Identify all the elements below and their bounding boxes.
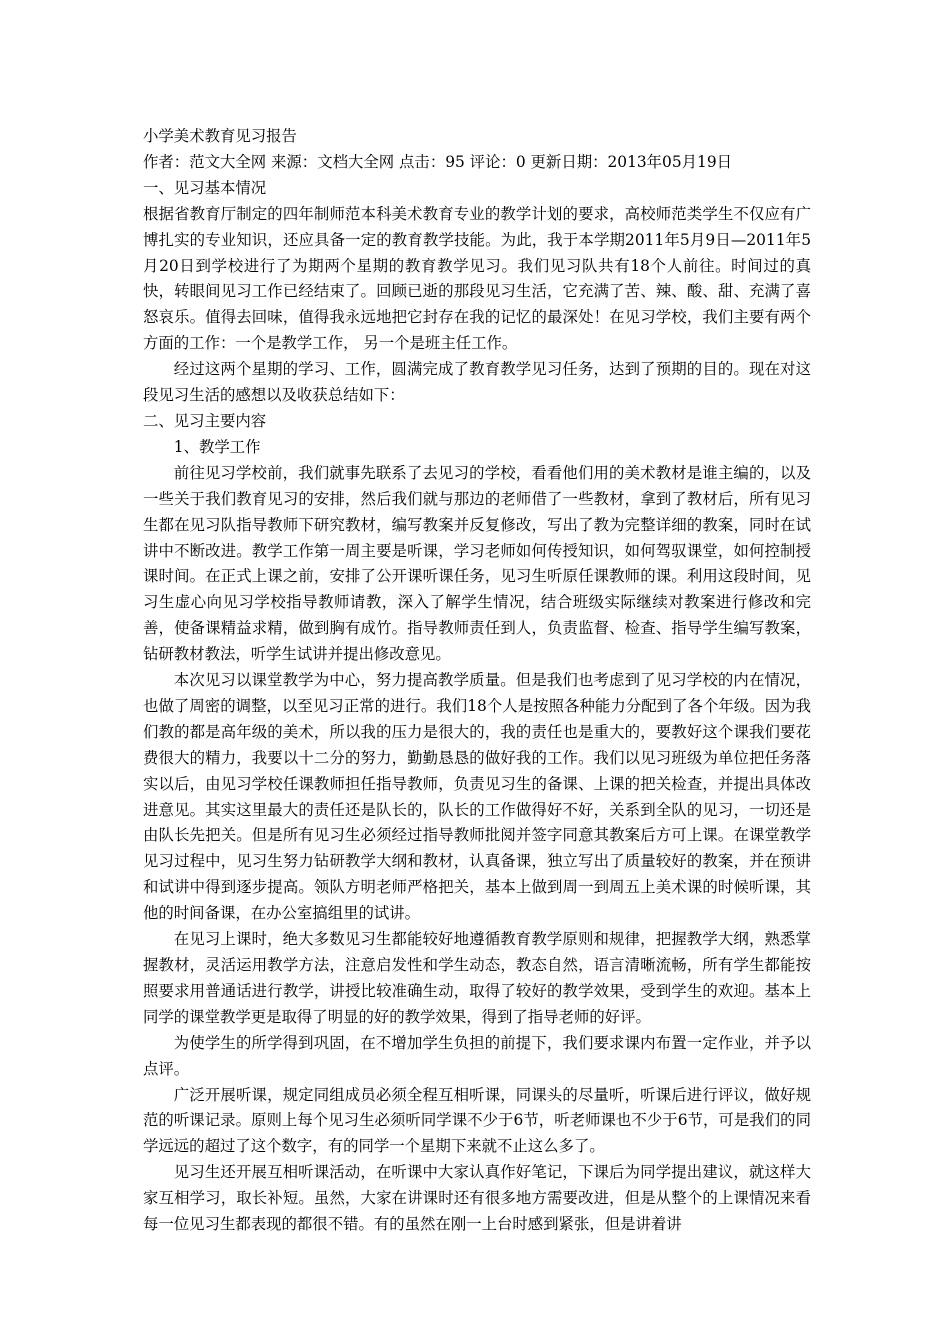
- document-body: [143, 124, 811, 1238]
- paragraph-intro: 根据省教育厅制定的四年制师范本科美术教育专业的教学计划的要求，高校师范类学生不仅应有广博扎实的专业知识，还应具备一定的教育教学技能。为此，我于本学期2011年5月9日—2011年5月20日到学校进行了为期两个星期的教育教学见习。我们见习队共有18个人前往。时间过的真快，转眼间见习工作已经结束了。回顾已逝的那段见习生活，它充满了苦、辣、酸、甜、充满了喜怒哀乐。值得去回味，值得我永远地把它封存在我的记忆的最深处！在见习学校，我们主要有两个方面的工作：一个是教学工作， 另一个是班主任工作。: [143, 204, 811, 353]
- paragraph-summary: 经过这两个星期的学习、工作，圆满完成了教育教学见习任务，达到了预期的目的。现在对这段见习生活的感想以及收获总结如下：: [143, 360, 811, 405]
- section-heading-main-content: 二、见习主要内容: [143, 411, 267, 430]
- paragraph-peer-review: 见习生还开展互相听课活动，在听课中大家认真作好笔记，下课后为同学提出建议，就这样大家互相学习，取长补短。虽然，大家在讲课时还有很多地方需要改进，但是从整个的上课情况来看每一位见习生都表现的都很不错。有的虽然在刚一上台时感到紧张，但是讲着讲: [143, 1163, 811, 1234]
- paragraph-classroom-teaching: 本次见习以课堂教学为中心，努力提高教学质量。但是我们也考虑到了见习学校的内在情况，也做了周密的调整，以至见习正常的进行。我们18个人是按照各种能力分配到了各个年级。因为我们教的都是高年级的美术，所以我的压力是很大的，我的责任也是重大的，要教好这个课我们要花费很大的精力，我要以十二分的努力，勤勤恳恳的做好我的工作。我们以见习班级为单位把任务落实以后，由见习学校任课教师担任指导教师，负责见习生的备课、上课的把关检查，并提出具体改进意见。其实这里最大的责任还是队长的，队长的工作做得好不好，关系到全队的见习，一切还是由队长先把关。但是所有见习生必须经过指导教师批阅并签字同意其教案后方可上课。在课堂教学见习过程中，见习生努力钻研教学大纲和教材，认真备课，独立写出了质量较好的教案，并在预讲和试讲中得到逐步提高。领队方明老师严格把关，基本上做到周一到周五上美术课的时候听课，其他的时间备课，在办公室搞组里的试讲。: [143, 671, 811, 923]
- paragraph-homework: 为使学生的所学得到巩固，在不增加学生负担的前提下，我们要求课内布置一定作业，并予以点评。: [143, 1033, 811, 1078]
- subsection-heading-teaching: 1、教学工作: [173, 437, 261, 456]
- document-meta: 作者：范文大全网 来源：文档大全网 点击：95 评论：0 更新日期：2013年05月19日: [143, 152, 733, 171]
- paragraph-preparation: 前往见习学校前，我们就事先联系了去见习的学校，看看他们用的美术教材是谁主编的，以及一些关于我们教育见习的安排，然后我们就与那边的老师借了一些教材，拿到了教材后，所有见习生都在见习队指导教师下研究教材，编写教案并反复修改，写出了教为完整详细的教案，同时在试讲中不断改进。教学工作第一周主要是听课，学习老师如何传授知识，如何驾驭课堂，如何控制授课时间。在正式上课之前，安排了公开课听课任务，见习生听原任课教师的课。利用这段时间，见习生虚心向见习学校指导教师请教，深入了解学生情况，结合班级实际继续对教案进行修改和完善，使备课精益求精，做到胸有成竹。指导教师责任到人，负责监督、检查、指导学生编写教案，钻研教材教法，听学生试讲并提出修改意见。: [143, 463, 811, 664]
- section-heading-basic-info: 一、见习基本情况: [143, 178, 267, 197]
- document-title: 小学美术教育见习报告: [143, 127, 297, 145]
- paragraph-lesson-observation: 广泛开展听课，规定同组成员必须全程互相听课，同课头的尽量听，听课后进行评议，做好规范的听课记录。原则上每个见习生必须听同学课不少于6节，听老师课也不少于6节，可是我们的同学远远的超过了这个数字，有的同学一个星期下来就不止这么多了。: [143, 1085, 811, 1156]
- paragraph-lesson-delivery: 在见习上课时，绝大多数见习生都能较好地遵循教育教学原则和规律，把握教学大纲，熟悉掌握教材，灵活运用教学方法，注意启发性和学生动态，教态自然，语言清晰流畅，所有学生都能按照要求用普通话进行教学，讲授比较准确生动，取得了较好的教学效果，受到学生的欢迎。基本上同学的课堂教学更是取得了明显的好的教学效果，得到了指导老师的好评。: [143, 930, 811, 1026]
